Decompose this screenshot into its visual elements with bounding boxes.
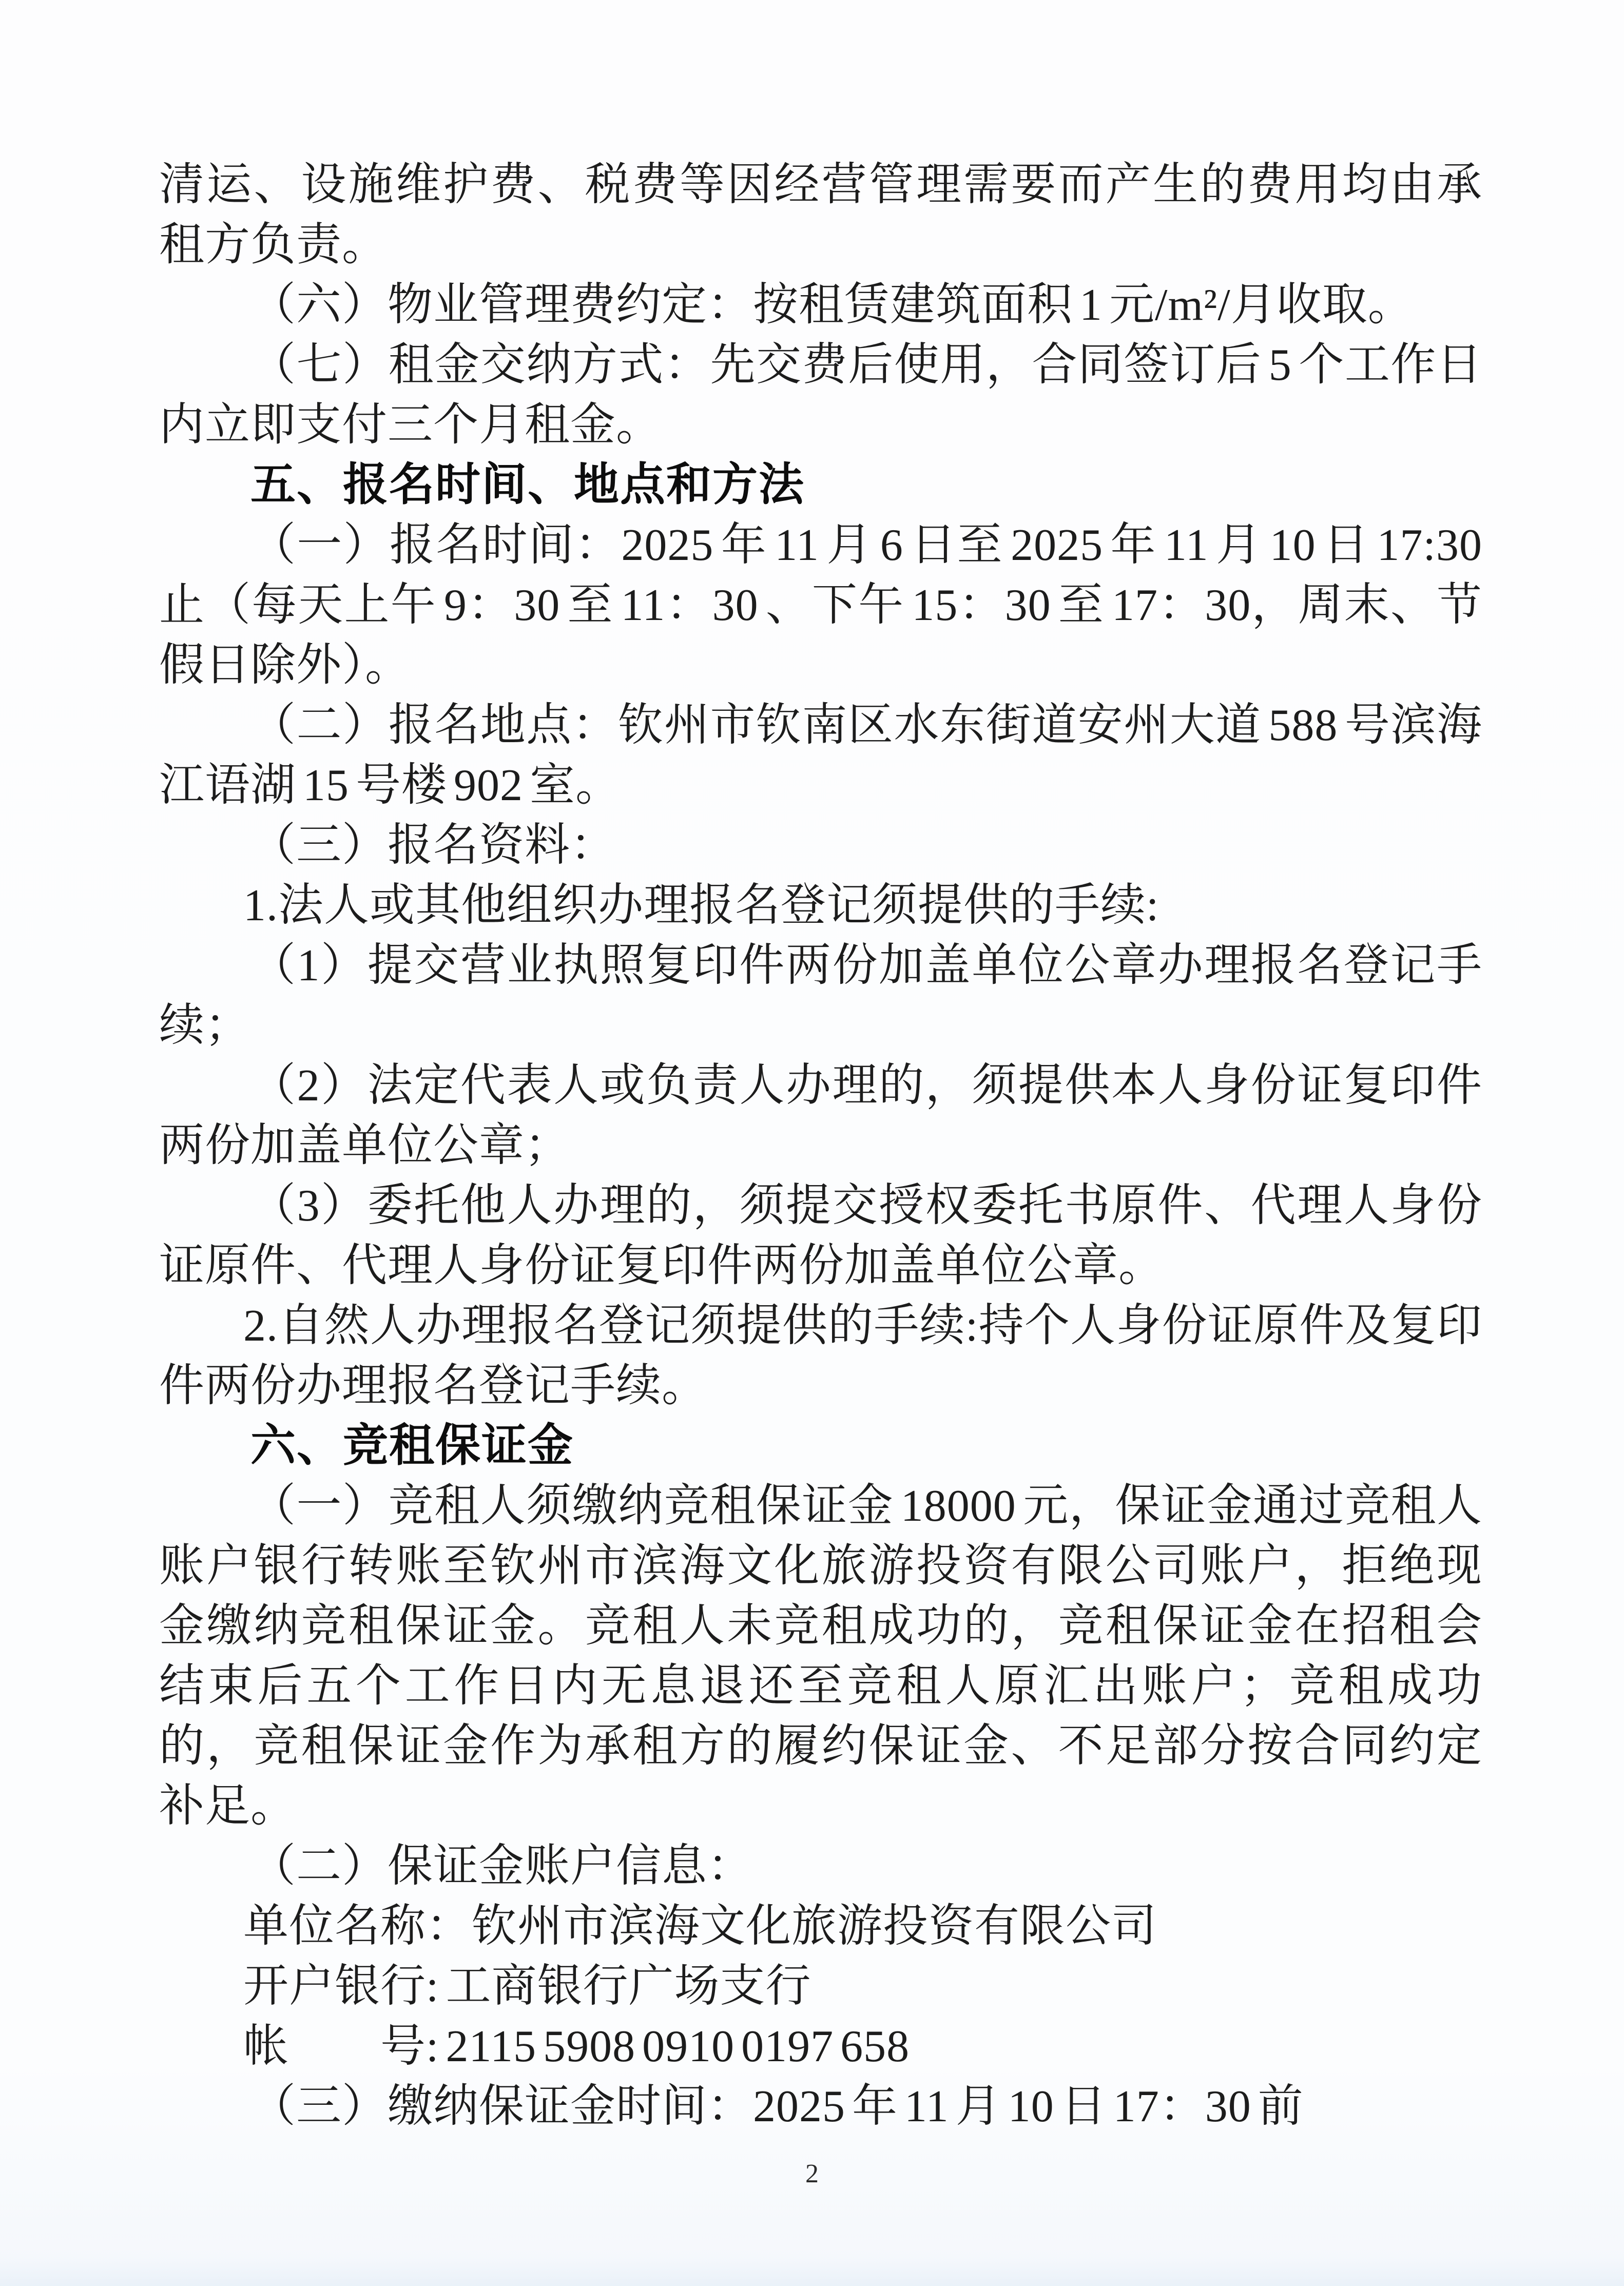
item-legal-representative-id: （2）法定代表人或负责人办理的，须提供本人身份证复印件两份加盖单位公章；	[159, 1061, 1482, 1171]
clause-registration-time: （一）报名时间：2025 年 11 月 6 日至 2025 年 11 月 10 日 17:30 止（每天上午 9：30 至 11：30 、下午 15：30 至 17：30，周末、节假日除外）。	[159, 520, 1482, 690]
clause-registration-materials: （三）报名资料：	[250, 821, 616, 870]
section-heading-6-bid-deposit: 六、竞租保证金	[250, 1421, 574, 1471]
paragraph-fees-responsibility-continuation: 清运、设施维护费、税费等因经营管理需要而产生的费用均由承租方负责。	[159, 160, 1482, 270]
clause-deposit-account-info: （二）保证金账户信息：	[250, 1842, 753, 1891]
clause-property-management-fee: （六）物业管理费约定：按租赁建筑面积 1 元/m²/月收取。	[250, 280, 1414, 330]
field-account-bank-branch: 开户银行: 工商银行广场支行	[243, 1962, 811, 2011]
clause-registration-location: （二）报名地点：钦州市钦南区水东街道安州大道 588 号滨海江语湖 15 号楼 902 室。	[159, 701, 1482, 810]
clause-deposit-payment-deadline: （三）缴纳保证金时间：2025 年 11 月 10 日 17：30 前	[250, 2082, 1304, 2132]
clause-rent-payment-method: （七）租金交纳方式：先交费后使用，合同签订后 5 个工作日内立即支付三个月租金。	[159, 340, 1482, 450]
item-business-license-copy: （1）提交营业执照复印件两份加盖单位公章办理报名登记手续；	[159, 941, 1482, 1051]
section-heading-5-registration: 五、报名时间、地点和方法	[250, 460, 805, 510]
item-natural-person-procedures: 2.自然人办理报名登记须提供的手续:持个人身份证原件及复印件两份办理报名登记手续。	[159, 1301, 1482, 1411]
item-legal-person-procedures: 1.法人或其他组织办理报名登记须提供的手续:	[243, 881, 1159, 931]
document-body	[159, 155, 1482, 2137]
clause-deposit-amount-and-refund: （一）竞租人须缴纳竞租保证金 18000 元，保证金通过竞租人账户银行转账至钦州市滨海文化旅游投资有限公司账户，拒绝现金缴纳竞租保证金。竞租人未竞租成功的，竞租保证金在招租会结束后五个工作日内无息退还至竞租人原汇出账户；竞租成功的，竞租保证金作为承租方的履约保证金、不足部分按合同约定补足。	[159, 1481, 1482, 1831]
field-account-company-name: 单位名称：钦州市滨海文化旅游投资有限公司	[243, 1902, 1157, 1951]
field-account-number: 帐 号: 2115 5908 0910 0197 658	[243, 2022, 910, 2071]
scan-edge-tint	[0, 2255, 1624, 2286]
page-number-footer: 2	[805, 2159, 819, 2188]
item-authorized-agent-documents: （3）委托他人办理的，须提交授权委托书原件、代理人身份证原件、代理人身份证复印件两份加盖单位公章。	[159, 1181, 1482, 1291]
